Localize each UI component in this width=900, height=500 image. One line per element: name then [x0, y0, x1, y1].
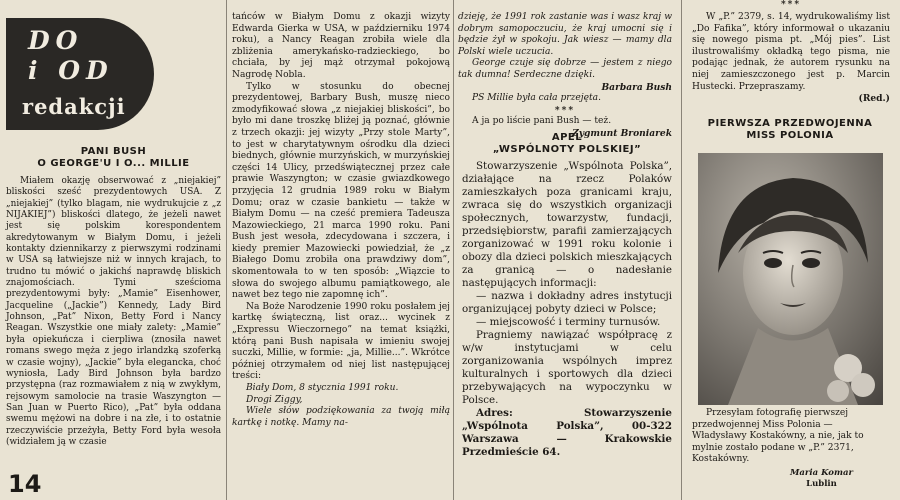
logo-line-1: DO: [28, 26, 84, 55]
headline-line-2: O GEORGE'U I O... MILLIE: [37, 158, 190, 169]
logo-line-3: redakcji: [22, 94, 126, 119]
closing-line: A ja po liście pani Bush — też.: [472, 116, 612, 127]
article-paragraph: Tylko w stosunku do obecnej prezydentowej, Barbary Bush, muszę nieco zmodyfikować słowa „z niejakiej bliskości”, bo było mi dane troszkę bliżej ją poznać, głównie z trzech okazji: jej wizyty „Przy stole Marty”, to jest w charytatywnym ośrodku dla dzieci biednych, głównie murzyńskich, w murzyńskiej części 14 Ulicy, przedświątecznej przez całe prawie Waszyngton; w czasie gwiazdkowego przyjęcia 12 grudnia 1989 roku w Białym Domu; oraz w czasie bankietu — także w Białym Domu — na cześć premiera Tadeusza Mazowieckiego, 21 marca 1990 roku. Pani Bush jest wesoła, zdecydowana i szczera, i kiedy premier Mazowiecki powiedział, że „z Białego Domu zrobiła ona prawdziwy dom”, skomentowała to w ten sposób: „Wiązcie to słowa do swojego albumu pamiątkowego, ale nawet bez tego nie zapomnę ich”.: [232, 81, 450, 301]
headline-line-2: „WSPÓLNOTY POLSKIEJ”: [492, 144, 642, 155]
headline-line-1: PANI BUSH: [80, 146, 147, 157]
column-rule: [226, 0, 227, 500]
letter-ps: PS Millie była cała przejęta.: [472, 93, 601, 104]
article-paragraph: Miałem okazję obserwować z „niejakiej” bliskości sześć prezydentowych USA. Z „niejakiej” (tylko blagam, nie wydrukujcie z „z NIJAKIEJ”) bliskości dlatego, że jeżeli nawet jest się polskim korespondentem akredytowanym w Białym Domu, i jeżeli kontakty dziennikarzy z pierwszymi rodzinami w USA są łatwiejsze niż w innych krajach, to trudno tu mówić o jakichś naprawdę bliskich znajomościach. Tymi sześcioma prezydentowymi były: „Mamie” Eisenhower, Jacqueline („Jackie”) Kennedy, Lady Bird Johnson, „Pat” Nixon, Betty Ford i Nancy Reagan. Wszystkie one miały zalety: „Mamie” była opiekuńcza i cierpliwa (znosiła nawet romans swego męża z jego irlandzką szoferką w czasie wojny), „Jackie” była elegancka, choć wyniosła, Lady Bird Johnson była bardzo przystępna (raz rozmawiałem z nią w zwykłym, rejsowym samolocie na trasie Waszyngton — San Juan w Puerto Rico), „Pat” była oddana swemu mężowi na dobre i na złe, i to ostatnie rzeczywiście przeżyła, Betty Ford była wesoła (widziałem ją w czasie: [6, 176, 221, 447]
article-paragraph: Na Boże Narodzenie 1990 roku posłałem jej kartkę świąteczną, list oraz... wycinek z „Expressu Wieczornego” na temat książki, którą pani Bush napisała w imieniu swojej suczki, Millie, w formie: „ja, Millie...”. Wkrótce później otrzymałem od niej list następującej treści:: [232, 301, 450, 382]
portrait-photo: [698, 153, 883, 405]
column-rule: [681, 0, 682, 500]
letter-signature: Barbara Bush: [601, 81, 672, 93]
caption-author: Maria Komar: [790, 468, 853, 478]
separator-stars: ***: [554, 104, 576, 116]
column-rule: [453, 0, 454, 500]
article-body-col3: [458, 12, 672, 140]
portrait-illustration: [698, 153, 883, 405]
headline-line-1: APEL: [551, 132, 583, 143]
headline-line-1: PIERWSZA PRZEDWOJENNA: [707, 118, 873, 129]
article-author: Zygmunt Broniarek: [572, 127, 672, 139]
correction-note: [692, 12, 890, 105]
appeal-paragraph: Pragniemy nawiązać współpracę z w/w instytucjami w celu zorganizowania wspólnych imprez kulturalnych i sportowych dla dzieci przebywających na wypoczynku w Polsce.: [462, 329, 672, 406]
caption-text: Przesyłam fotografię pierwszej przedwojennej Miss Polonia — Władysławy Kostakówny, a nie, jak to mylnie zostało podane w „P.” 2371, Kostakówny.: [692, 408, 864, 465]
letter-body: George czuje się dobrze — jestem z niego tak dumna! Serdeczne dzięki.: [458, 58, 672, 80]
caption-signature: [790, 468, 853, 490]
caption-place: Lublin: [806, 479, 837, 489]
appeal-item: — nazwa i dokładny adres instytucji organizującej pobyty dzieci w Polsce;: [462, 290, 672, 315]
photo-caption: [692, 408, 890, 466]
logo-line-2: i OD: [28, 56, 114, 85]
appeal-body: [462, 160, 672, 459]
page-number: 14: [8, 470, 42, 498]
article-body-col1: [6, 176, 221, 448]
article-paragraph: tańców w Białym Domu z okazji wizyty Edwarda Gierka w USA, w październiku 1974 roku), a Nancy Reagan zrobiła wiele dla zbliżenia amerykańsko-radzieckiego, bo chciała, by jej mąż otrzymał pokojową Nagrodę Nobla.: [232, 12, 450, 80]
article-headline: [6, 146, 221, 170]
miss-polonia-headline: [688, 118, 892, 142]
letter-salutation: Drogi Ziggy,: [246, 394, 303, 405]
appeal-address: Adres: Stowarzyszenie „Wspólnota Polska”, 00-322 Warszawa — Krakowskie Przedmieście 64.: [462, 407, 672, 458]
appeal-item: — miejscowość i terminy turnusów.: [476, 316, 661, 328]
letter-date: Biały Dom, 8 stycznia 1991 roku.: [246, 383, 399, 393]
correction-text: W „P.” 2379, s. 14, wydrukowaliśmy list „Do Fafika”, który informował o ukazaniu się nowego pisma pt. „Mój pies”. List ilustrowaliśmy okładką tego pisma, nie podając jednak, że autorem rysunku na niej zamieszczonego jest p. Marcin Hustecki. Przepraszamy.: [692, 12, 890, 92]
letter-body: Wiele słów podziękowania za twoją miłą kartkę i notkę. Mamy na-: [232, 406, 450, 428]
headline-line-2: MISS POLONIA: [746, 130, 834, 141]
section-logo: [6, 18, 154, 130]
separator-stars: ***: [780, 0, 802, 10]
appeal-headline: [462, 132, 672, 156]
appeal-paragraph: Stowarzyszenie „Wspólnota Polska”, działające na rzecz Polaków zamieszkałych poza granicami kraju, zwraca się do wszystkich organizacji społecznych, towarzystw, fundacji, przedsiębiorstw, parafii zamierzających zorganizować w 1991 roku kolonie i obozy dla dzieci polskich mieszkających za granicą — o nadesłanie następujących informacji:: [462, 160, 672, 289]
letter-body: dzieję, że 1991 rok zastanie was i wasz kraj w dobrym samopoczuciu, że kraj umocni się i będzie żył w spokoju. Jak wiesz — mamy dla Polski wiele uczucia.: [458, 12, 672, 57]
correction-sign: (Red.): [858, 93, 890, 105]
article-body-col2: [232, 12, 450, 429]
